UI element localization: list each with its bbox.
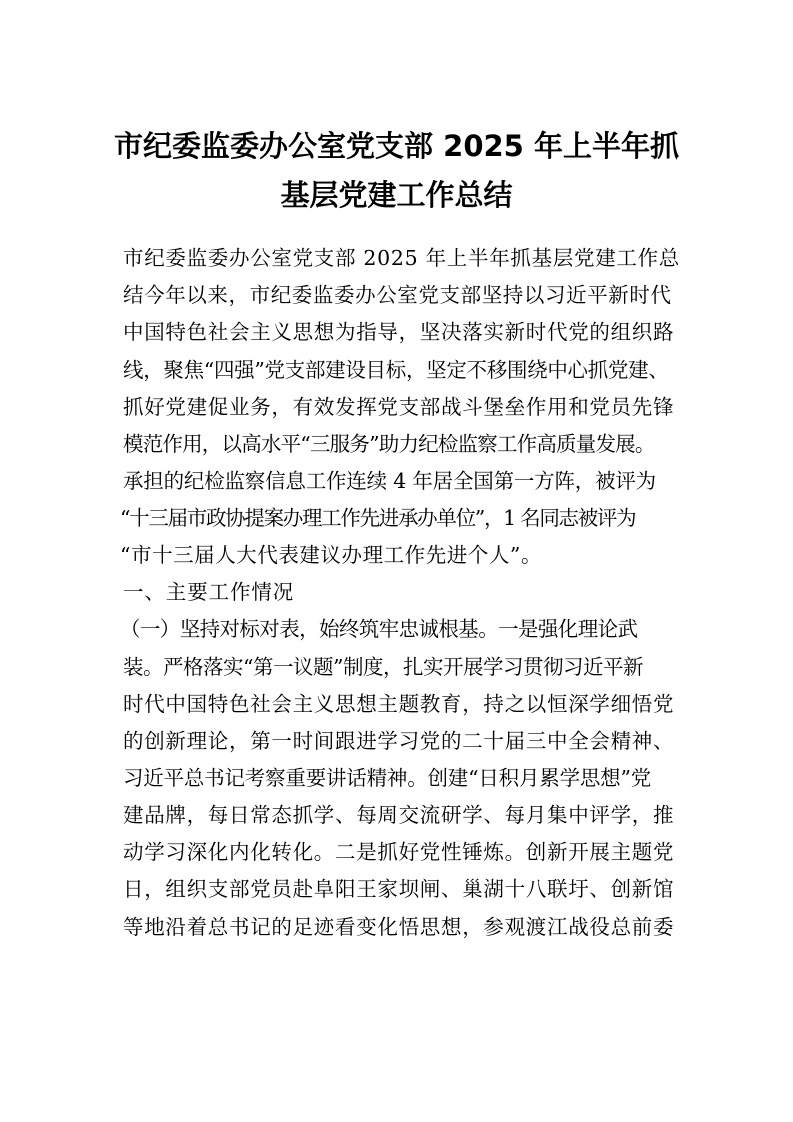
body-line: 动学习深化内化转化。二是抓好党性锤炼。创新开展主题党	[123, 840, 675, 864]
body-line: 线，聚焦“四强”党支部建设目标，坚定不移围绕中心抓党建、	[123, 358, 669, 382]
body-line: 抓好党建促业务，有效发挥党支部战斗堡垒作用和党员先锋	[123, 395, 675, 419]
body-line: 的创新理论，第一时间跟进学习党的二十届三中全会精神、	[123, 729, 675, 753]
body-line: 日，组织支部党员赴阜阳王家坝闸、巢湖十八联圩、创新馆	[123, 877, 675, 901]
body-line: 市纪委监委办公室党支部 2025 年上半年抓基层党建工作总	[123, 246, 681, 270]
body-line: 时代中国特色社会主义思想主题教育，持之以恒深学细悟党	[123, 692, 675, 716]
body-line: 建品牌，每日常态抓学、每周交流研学、每月集中评学，推	[123, 803, 675, 827]
body-line: 等地沿着总书记的足迹看变化悟思想，参观渡江战役总前委	[123, 915, 675, 939]
body-line: 承担的纪检监察信息工作连续 4 年居全国第一方阵，被评为	[123, 469, 656, 493]
section-heading: 一、主要工作情况	[123, 580, 295, 604]
document-title-line-1: 市纪委监委办公室党支部 2025 年上半年抓	[114, 129, 679, 163]
body-line: “十三届市政协提案办理工作先进承办单位”，1 名同志被评为	[120, 506, 636, 530]
document-title-line-2: 基层党建工作总结	[280, 178, 513, 212]
body-line: 中国特色社会主义思想为指导，坚决落实新时代党的组织路	[123, 320, 675, 344]
body-line: 习近平总书记考察重要讲话精神。创建“日积月累学思想”党	[123, 766, 652, 790]
body-line: 装。严格落实“第一议题”制度，扎实开展学习贯彻习近平新	[123, 655, 643, 679]
body-line: 结今年以来，市纪委监委办公室党支部坚持以习近平新时代	[123, 283, 672, 307]
body-line: 模范作用，以高水平“三服务”助力纪检监察工作高质量发展。	[123, 432, 655, 456]
body-line: “市十三届人大代表建议办理工作先进个人”。	[120, 543, 543, 567]
body-line: （一）坚持对标对表，始终筑牢忠诚根基。一是强化理论武	[120, 617, 638, 641]
